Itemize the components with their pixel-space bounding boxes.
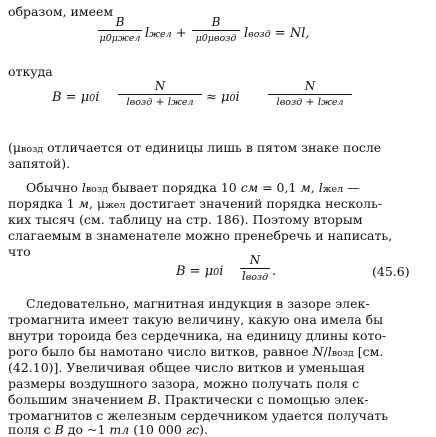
text-line-14: (42.10)]. Увеличивая общее число витков и уменьшая	[8, 360, 366, 375]
text-line-3: (μвозд отличается от единицы лишь в пятом знаке после	[8, 140, 382, 155]
text-line-2: откуда	[8, 64, 53, 79]
text-line-7: ких тысяч (см. таблицу на стр. 186). Поэтому вторым	[8, 212, 363, 227]
text-line-10: Следовательно, магнитная индукция в зазоре элек-	[26, 296, 370, 311]
text-line-12: внутри тороида без сердечника, на единицу длины кото-	[8, 328, 387, 343]
equation-number: (45.6)	[372, 264, 410, 279]
text-line-1: образом, имеем	[8, 4, 114, 19]
fraction-1b: B μ0μвозд	[192, 16, 240, 45]
text-line-4: запятой).	[8, 156, 71, 171]
fraction-3: N lвозд	[241, 253, 269, 283]
text-line-11: тромагнита имеет такую величину, какую она имела бы	[8, 312, 384, 327]
text-line-15: размеры воздушного зазора, можно получать поля с	[8, 376, 360, 391]
page: образом, имеем B μ0μжел lжел + B μ0μвозд lвозд = Nl, откуда B = μ0i N lвозд + lжел ≈ μ0i N lвозд + lжел (μвозд отличается от единицы лишь в пятом знаке после запятой). Обычно lвозд бывает порядка 10 см = 0,1 м, lжел — порядка 1 м, μжел достигает значений порядка несколь- ких тысяч (см. таблицу на стр. 186). Поэтому вторым слагаемым в знаменателе можно пренебречь и написать, что B = μ0i N lвозд . (45.6) Следовательно, магнитная индукция в зазоре элек- тромагнита имеет такую величину, какую она имела бы внутри тороида без сердечника, на единицу длины кото- рого было бы намотано число витков, равное N/lвозд [см. (42.10)]. Увеличивая общее число витков и уменьшая размеры воздушного зазора, можно получать поля с большим значением B. Практически с помощью элек- тромагнитов с железным сердечником удается получать поля с B до ~1 тл (10 000 гс).	[8, 4, 410, 437]
fraction-2b: N lвозд + lжел	[268, 80, 352, 109]
text-line-9: что	[8, 244, 31, 259]
fraction-2a: N lвозд + lжел	[118, 80, 202, 109]
fraction-1a: B μ0μжел	[99, 15, 141, 44]
text-line-16: большим значением B. Практически с помощью элек-	[8, 392, 369, 407]
text-line-13: рого было бы намотано число витков, равное N/lвозд [см.	[8, 344, 384, 359]
text-line-8: слагаемым в знаменателе можно пренебречь и написать,	[8, 228, 393, 243]
text-line-5: Обычно lвозд бывает порядка 10 см = 0,1 м, lжел —	[26, 180, 360, 195]
text-line-17: тромагнитов с железным сердечником удается получать	[8, 408, 389, 423]
text-line-6: порядка 1 м, μжел достигает значений порядка несколь-	[8, 196, 383, 211]
text-line-18: поля с B до ~1 тл (10 000 гс).	[8, 422, 208, 437]
